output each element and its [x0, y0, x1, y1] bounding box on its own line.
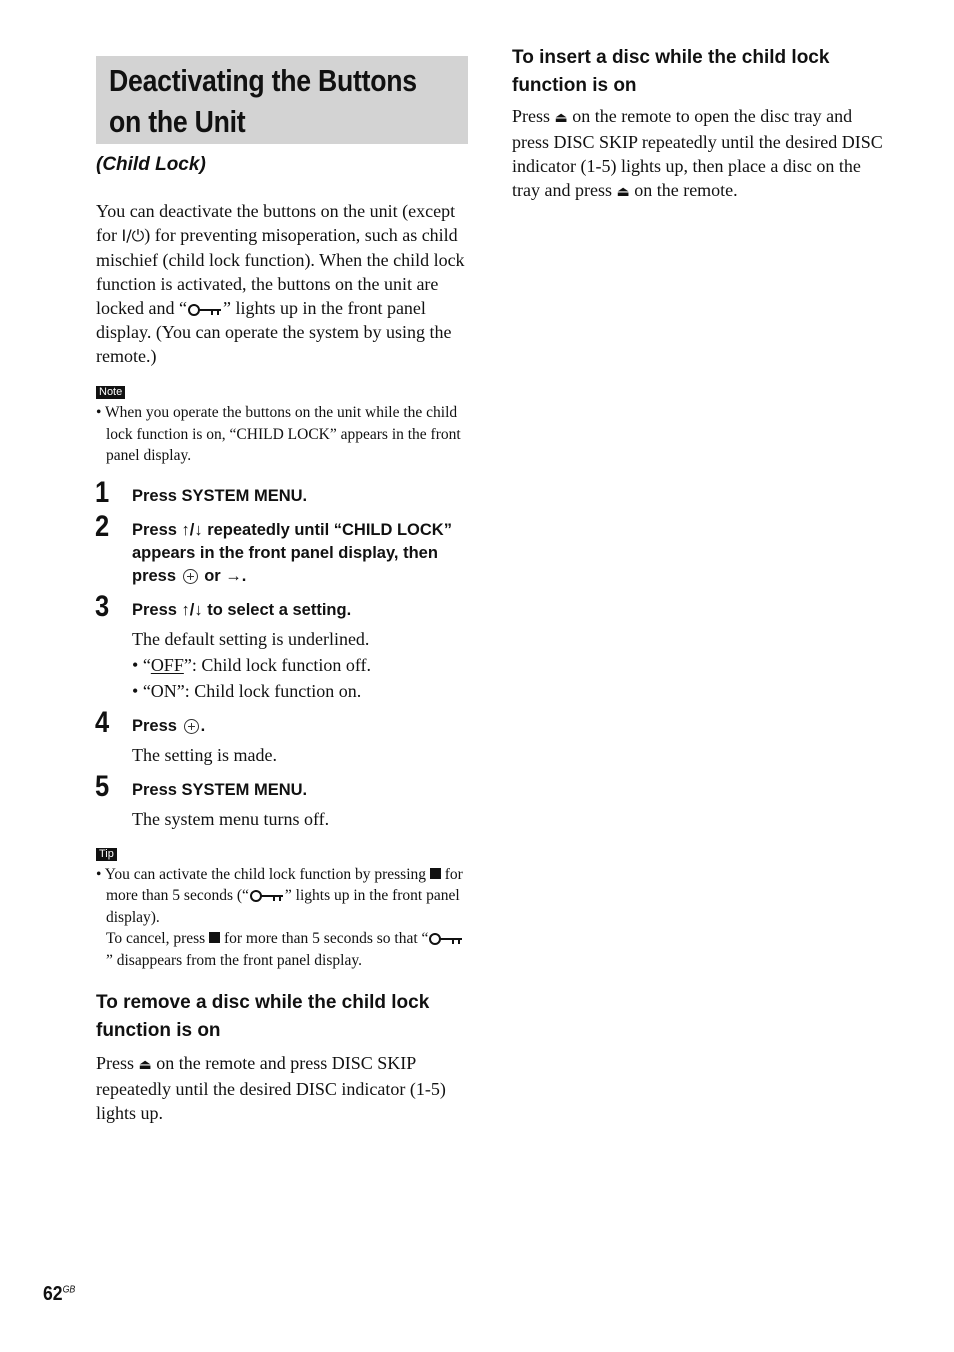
- note-text: • When you operate the buttons on the unit while the child lock function is on, “CHILD LOCK” appears in the front panel display.: [96, 404, 461, 464]
- step-number: 4: [95, 705, 110, 739]
- option-desc: ”: Child lock function off.: [183, 654, 371, 675]
- step-heading: [132, 519, 468, 588]
- step-heading-text: or →.: [204, 566, 247, 585]
- step-number: 3: [95, 589, 110, 623]
- left-column: [96, 56, 468, 1125]
- intro-text-2: ) for preventing misoperation, such as child mischief (child lock function). When the child lock function is activated, the buttons on the unit are locked and “: [96, 225, 465, 318]
- stop-icon: [209, 932, 220, 943]
- step-heading-text: .: [200, 716, 206, 735]
- enter-button-icon: [183, 569, 198, 584]
- intro-text-3: ” lights up in the front panel display. (You can operate the system by using the remote.): [96, 298, 452, 366]
- key-icon: [428, 932, 464, 946]
- step-number: 1: [95, 475, 110, 509]
- tip-label: Tip: [96, 848, 117, 861]
- step-heading-text: Press: [132, 716, 177, 735]
- eject-icon: ⏏: [554, 110, 568, 126]
- stop-icon: [430, 868, 441, 879]
- eject-icon: ⏏: [616, 184, 630, 200]
- page-title: [109, 60, 417, 142]
- option-quote: “: [142, 654, 151, 675]
- step-heading: Press ↑/↓ to select a setting.: [132, 600, 352, 619]
- tip-text: • You can activate the child lock function by pressing for more than 5 seconds (“ ” lights up in the front panel display).: [96, 865, 463, 926]
- note-label: Note: [96, 386, 125, 399]
- step-1: [95, 475, 468, 509]
- default-option: OFF: [150, 654, 184, 675]
- step-5: [95, 769, 468, 832]
- insert-disc-heading: To insert a disc while the child lock function is on: [512, 47, 830, 96]
- eject-icon: ⏏: [138, 1057, 152, 1073]
- insert-text-2: on the remote to open the disc tray and press DISC SKIP repeatedly until the desired DISC indicator (1-5) lights up, then place a disc on the tray and press: [512, 106, 883, 200]
- step-number: 2: [95, 509, 110, 543]
- power-icon: I/⏻: [121, 226, 145, 245]
- insert-text-1: Press: [512, 106, 551, 126]
- insert-disc-text: [512, 104, 892, 204]
- right-column: [512, 44, 892, 204]
- tip-text-4: To cancel, press: [106, 930, 206, 947]
- option-desc: “ON”: Child lock function on.: [142, 680, 362, 701]
- page-region-suffix: GB: [62, 1284, 76, 1296]
- option-off: • “OFF”: Child lock function off.: [132, 654, 371, 675]
- key-icon: [187, 303, 223, 317]
- enter-button-icon: [184, 719, 199, 734]
- tip-section: [96, 832, 468, 972]
- remove-disc-heading: To remove a disc while the child lock function is on: [96, 992, 430, 1041]
- step-3: [95, 589, 468, 704]
- remove-text-1: Press: [96, 1053, 135, 1073]
- step-heading-text: Press ↑/↓ repeatedly until “CHILD LOCK” appears in the front panel display, then press: [132, 520, 452, 585]
- tip-cancel-text: [96, 928, 468, 971]
- step-heading: [132, 715, 468, 738]
- step-body: The setting is made.: [132, 744, 277, 765]
- step-heading: Press SYSTEM MENU.: [132, 486, 308, 505]
- remove-text-2: on the remote and press DISC SKIP repeatedly until the desired DISC indicator (1-5) lights up.: [96, 1053, 446, 1123]
- title-line-1: Deactivating the Buttons: [109, 63, 417, 98]
- note-section: [96, 368, 468, 467]
- page-number-value: 62: [43, 1283, 63, 1305]
- tip-text-5: for more than 5 seconds so that “: [223, 930, 429, 947]
- title-line-2: on the Unit: [109, 104, 246, 139]
- subtitle: (Child Lock): [96, 154, 206, 175]
- title-box: [96, 56, 468, 144]
- tip-text-1: You can activate the child lock function by pressing: [104, 865, 427, 883]
- step-body: The system menu turns off.: [132, 808, 330, 829]
- step-number: 5: [95, 769, 110, 803]
- step-body: The default setting is underlined.: [132, 628, 370, 649]
- tip-text-3: ” lights up in the front panel display).: [106, 887, 460, 926]
- option-on: • “ON”: Child lock function on.: [132, 680, 362, 701]
- tip-text-6: ” disappears from the front panel display.: [106, 951, 362, 969]
- intro-paragraph: [96, 199, 468, 368]
- remove-disc-text: [96, 1051, 468, 1125]
- key-icon: [249, 889, 285, 903]
- intro-text-1: You can deactivate the buttons on the unit (except for: [96, 201, 456, 245]
- step-4: [95, 705, 468, 768]
- page-number: [43, 1283, 75, 1306]
- step-heading: Press SYSTEM MENU.: [132, 780, 308, 799]
- step-2: [95, 509, 468, 588]
- insert-text-3: on the remote.: [634, 180, 738, 200]
- tip-text-2: for more than 5 seconds (“: [106, 865, 463, 904]
- note-body: When you operate the buttons on the unit while the child lock function is on, “CHILD LOCK” appears in the front panel display.: [105, 404, 461, 464]
